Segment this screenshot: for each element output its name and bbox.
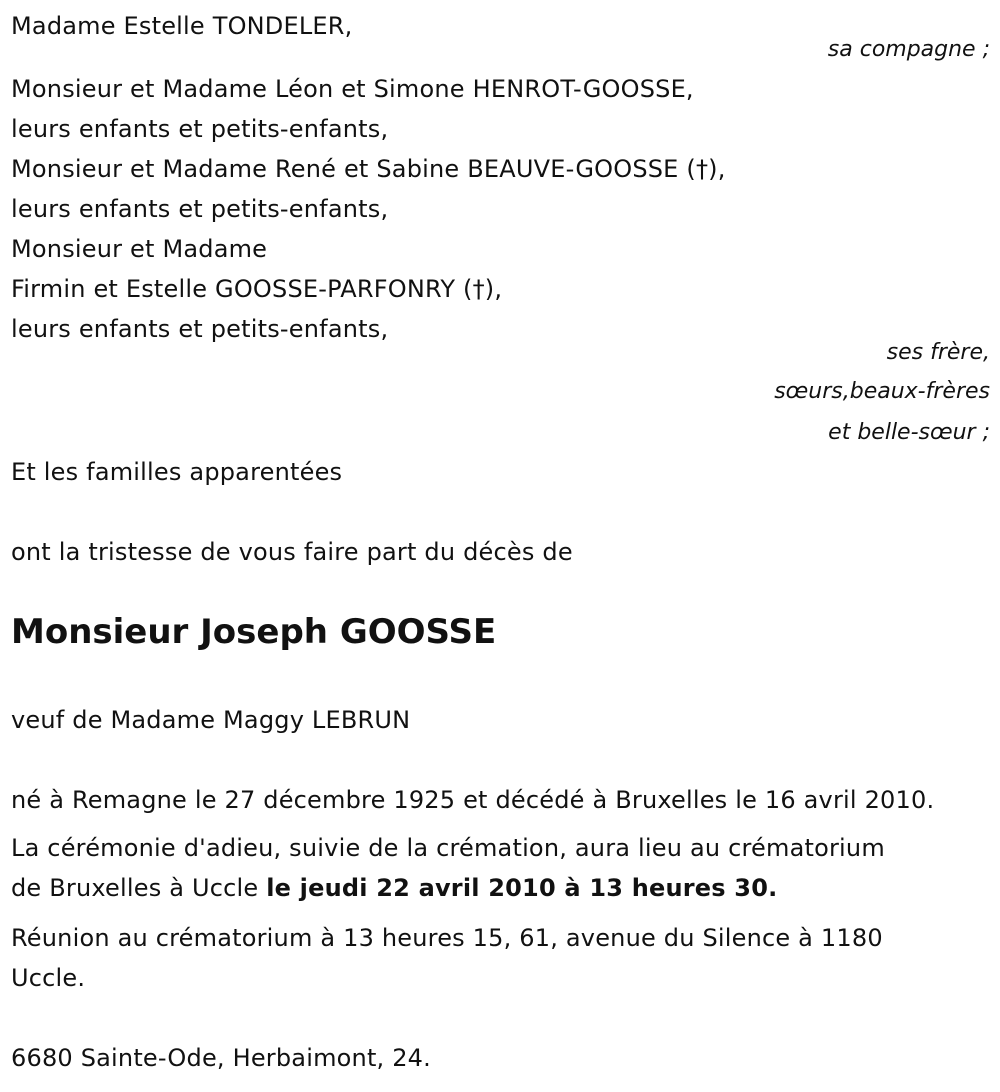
family-line-7: leurs enfants et petits-enfants, — [11, 315, 389, 343]
announcement-text: ont la tristesse de vous faire part du décès de — [11, 538, 573, 566]
family-line-6: Firmin et Estelle GOOSSE-PARFONRY (†), — [11, 275, 503, 303]
siblings-role-2: sœurs,beaux-frères — [774, 379, 990, 404]
ceremony-location: de Bruxelles à Uccle — [11, 874, 267, 902]
ceremony-date-time: le jeudi 22 avril 2010 à 13 heures 30. — [266, 874, 778, 902]
siblings-role-1: ses frère, — [886, 340, 990, 365]
birth-death-line: né à Remagne le 27 décembre 1925 et décédé à Bruxelles le 16 avril 2010. — [11, 786, 935, 814]
relatives-line: Et les familles apparentées — [11, 458, 343, 486]
ceremony-line-1: La cérémonie d'adieu, suivie de la crémation, aura lieu au crématorium — [11, 834, 885, 862]
family-line-2: leurs enfants et petits-enfants, — [11, 115, 389, 143]
address-line: 6680 Sainte-Ode, Herbaimont, 24. — [11, 1044, 431, 1072]
family-line-3: Monsieur et Madame René et Sabine BEAUVE-GOOSSE (†), — [11, 155, 726, 183]
meeting-line-1: Réunion au crématorium à 13 heures 15, 61, avenue du Silence à 1180 — [11, 924, 883, 952]
deceased-name: Monsieur Joseph GOOSSE — [11, 612, 497, 652]
widower-line: veuf de Madame Maggy LEBRUN — [11, 706, 411, 734]
companion-role: sa compagne ; — [827, 37, 990, 62]
meeting-line-2: Uccle. — [11, 964, 86, 992]
siblings-role-3: et belle-sœur ; — [828, 420, 990, 445]
family-line-4: leurs enfants et petits-enfants, — [11, 195, 389, 223]
family-line-1: Monsieur et Madame Léon et Simone HENROT-GOOSSE, — [11, 75, 694, 103]
ceremony-line-2 — [11, 873, 777, 903]
companion-name: Madame Estelle TONDELER, — [11, 12, 353, 40]
family-line-5: Monsieur et Madame — [11, 235, 268, 263]
